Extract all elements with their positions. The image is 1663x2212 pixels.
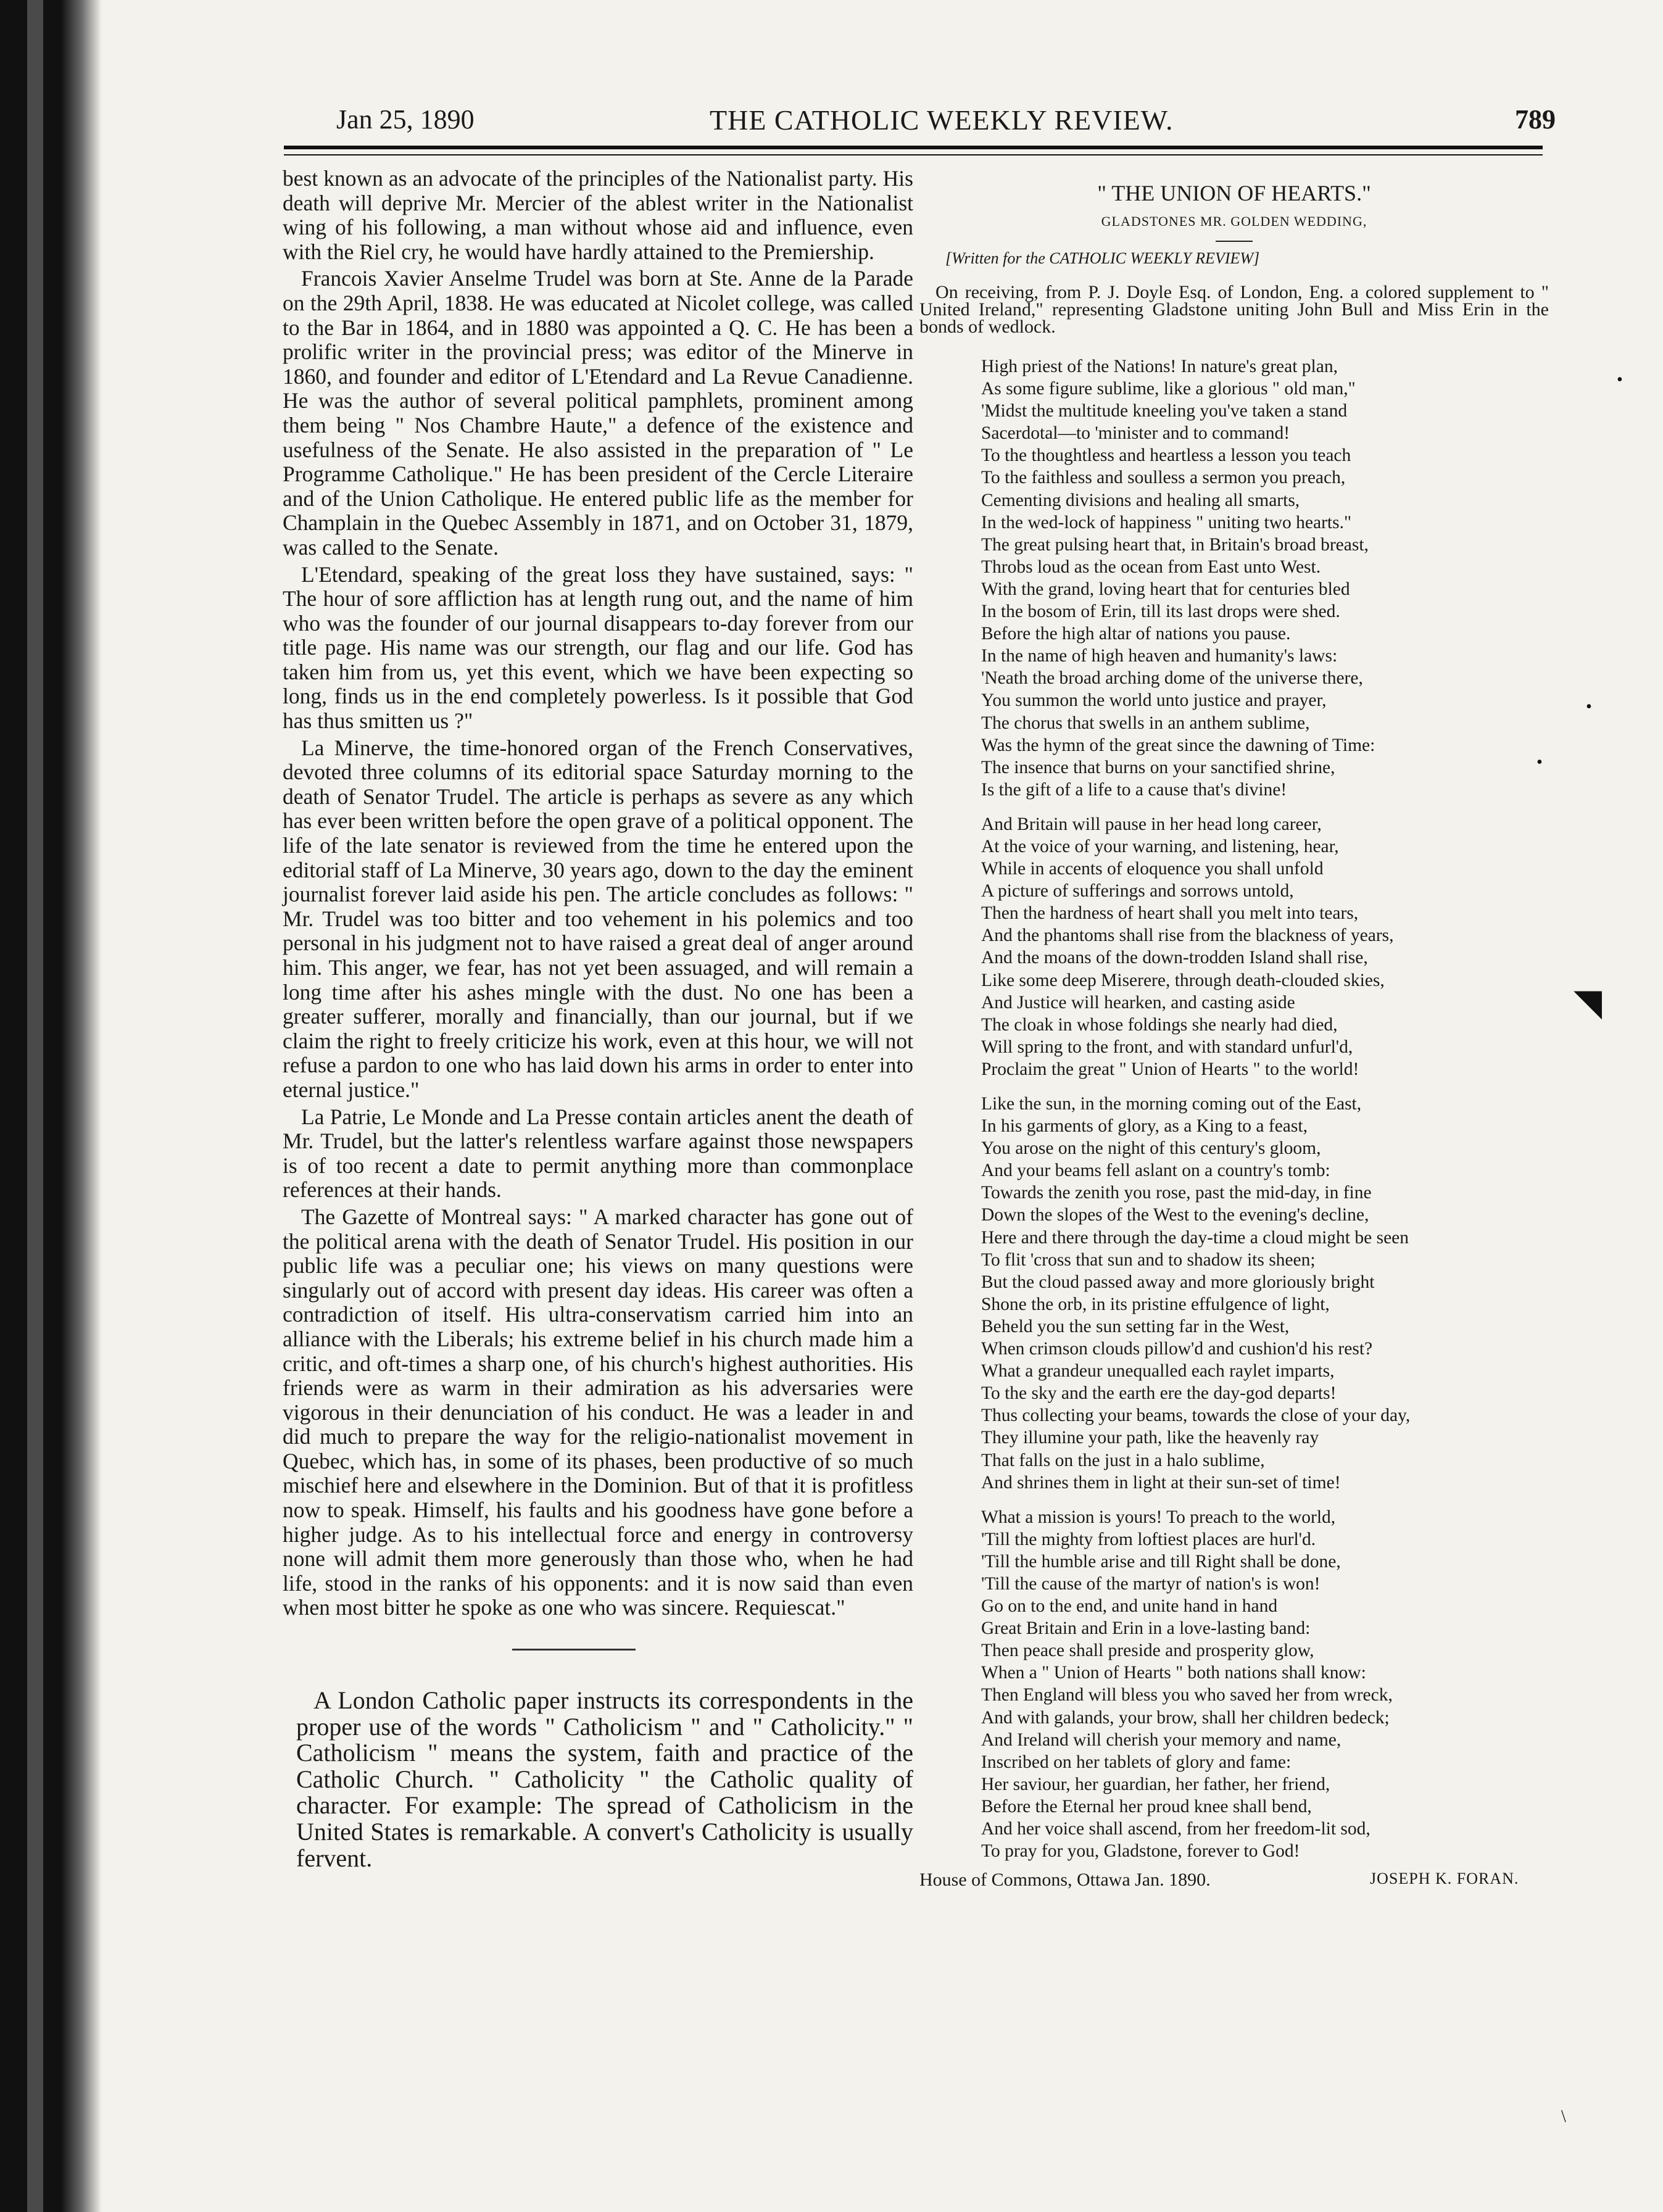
margin-pointer-mark: ◥ [1574, 982, 1603, 1023]
poem-subtitle: GLADSTONES MR. GOLDEN WEDDING, [1101, 213, 1367, 229]
poem-line: What a grandeur unequalled each raylet imparts, [981, 1361, 1335, 1381]
poem-line: At the voice of your warning, and listening, hear, [981, 836, 1339, 856]
poem-line: Like the sun, in the morning coming out of the East, [981, 1094, 1362, 1114]
poem-line: And her voice shall ascend, from her freedom-lit sod, [981, 1819, 1371, 1839]
poem-line: You arose on the night of this century's gloom, [981, 1138, 1321, 1159]
poem-title: " THE UNION OF HEARTS." [1097, 181, 1371, 205]
poem-line: 'Till the humble arise and till Right shall be done, [981, 1551, 1341, 1572]
poem-line: What a mission is yours! To preach to the world, [981, 1507, 1336, 1527]
poem-line: Like some deep Miserere, through death-clouded skies, [981, 970, 1385, 990]
poem-line: A picture of sufferings and sorrows untold, [981, 881, 1294, 901]
margin-mark: \ [1561, 2107, 1566, 2126]
poem-line: Is the gift of a life to a cause that's divine! [981, 779, 1287, 800]
poem-intro: On receiving, from P. J. Doyle Esq. of London, Eng. a colored supplement to " United Ireland," representing Gladstone uniting John Bull and Miss Erin in the bonds of wedlock. [919, 282, 1549, 337]
poem-line: Here and there through the day-time a cloud might be seen [981, 1227, 1409, 1248]
poem-line: Her saviour, her guardian, her father, her friend, [981, 1774, 1330, 1794]
poem-line: That falls on the just in a halo sublime, [981, 1450, 1265, 1470]
poem-line: And with galands, your brow, shall her children bedeck; [981, 1707, 1390, 1728]
poem-line: When a " Union of Hearts " both nations shall know: [981, 1663, 1366, 1683]
poem-line: Then the hardness of heart shall you melt into tears, [981, 903, 1359, 924]
poem-line: 'Neath the broad arching dome of the universe there, [981, 668, 1363, 689]
poem-line: In his garments of glory, as a King to a feast, [981, 1116, 1308, 1137]
poem-line: To the thoughtless and heartless a lesson you teach [981, 445, 1351, 466]
poem-line: The cloak in whose foldings she nearly had died, [981, 1014, 1338, 1035]
paragraph: L'Etendard, speaking of the great loss they have sustained, says: " The hour of sore affliction has at length rung out, and the name of him who was the founder of our journal disappears to-day forever from our title page. His name was our strength, our flag and our life. God has taken him from us, yet this event, which we have been expecting so long, finds us in the end completely powerless. Is it possible that God has thus smitten us ?" [283, 561, 913, 734]
header-rule-thin [284, 154, 1543, 155]
poem-line: Inscribed on her tablets of glory and fame: [981, 1752, 1292, 1772]
header-title: THE CATHOLIC WEEKLY REVIEW. [710, 104, 1174, 136]
margin-mark: • [1586, 697, 1592, 716]
poem-line: Was the hymn of the great since the dawning of Time: [981, 735, 1375, 755]
poem-line: Towards the zenith you rose, past the mid-day, in fine [981, 1183, 1372, 1203]
poem-line: Go on to the end, and unite hand in hand [981, 1596, 1278, 1617]
note-paragraph: A London Catholic paper instructs its correspondents in the proper use of the words " Catholicism " and " Catholicity." " Catholicism " means the system, faith and practice of the Catholic Church. " Catholicity " the Catholic quality of character. For example: The spread of Catholicism in the United States is remarkable. A convert's Catholicity is usually fervent. [296, 1686, 913, 1872]
poem-line: High priest of the Nations! In nature's great plan, [981, 357, 1338, 376]
paragraph: The Gazette of Montreal says: " A marked character has gone out of the political arena with the death of Senator Trudel. His position in our public life was a peculiar one; his views on many questions were singularly out of accord with present day ideas. His career was often a contradiction of itself. His ultra-conservatism carried him into an alliance with the Liberals; his extreme belief in his church made him a critic, and oft-times a sharp one, of his church's highest authorities. His friends were as warm in their admiration as his adversaries were vigorous in their denunciation of his conduct. He was a leader in and did much to prepare the way for the religio-nationalist movement in Quebec, which has, in some of its phases, been productive of so much mischief here and elsewhere in the Dominion. But of that it is profitless now to speak. Himself, his faults and his goodness have gone before a higher judge. As to his intellectual force and energy in controversy none will admit them more generously than those who, when he had life, stood in the ranks of his opponents: and it is now said than even when most bitter he spoke as one who was sincere. Requiescat." [283, 1204, 913, 1620]
paragraph: La Patrie, Le Monde and La Presse contain articles anent the death of Mr. Trudel, but the latter's relentless warfare against those newspapers is of too recent a date to permit anything more than commonplace references at their hands. [283, 1104, 913, 1203]
poem-line: And the moans of the down-trodden Island shall rise, [981, 948, 1368, 968]
poem-line: Before the Eternal her proud knee shall bend, [981, 1796, 1312, 1816]
poem-line: Before the high altar of nations you pause. [981, 624, 1291, 644]
poem-line: And your beams fell aslant on a country's tomb: [981, 1161, 1330, 1181]
poem-line: While in accents of eloquence you shall unfold [981, 859, 1324, 879]
poem-line: Then England will bless you who saved her from wreck, [981, 1685, 1393, 1705]
poem-stanza [919, 813, 1549, 1080]
poem-line: Down the slopes of the West to the evening's decline, [981, 1205, 1369, 1225]
poem-line: The great pulsing heart that, in Britain's broad breast, [981, 534, 1369, 555]
poem-line: The chorus that swells in an anthem sublime, [981, 713, 1310, 733]
margin-mark: • [1537, 753, 1543, 772]
poem-line: Then peace shall preside and prosperity glow, [981, 1641, 1314, 1661]
paragraph: La Minerve, the time-honored organ of the French Conservatives, devoted three columns of its editorial space Saturday morning to the death of Senator Trudel. The article is perhaps as severe as any which has ever been written before the open grave of a political opponent. The life of the late senator is reviewed from the time he entered upon the editorial staff of La Minerve, 30 years ago, down to the day the eminent journalist forever laid aside his pen. The article concludes as follows: " Mr. Trudel was too bitter and too vehement in his polemics and too personal in his judgment not to have raised a great deal of anger around him. This anger, we fear, has not yet been assuaged, and will remain a long time after his ashes mingle with the dust. No one has been a greater sufferer, morally and financially, than our journal, but if we claim the right to freely criticize his work, even at this hour, we will not refuse a pardon to one who has laid down his arms in order to enter into eternal justice." [283, 735, 913, 1102]
section-divider [512, 1649, 636, 1651]
poem-line: You summon the world unto justice and prayer, [981, 690, 1327, 711]
poem-line: Shone the orb, in its pristine effulgence of light, [981, 1294, 1330, 1314]
poem-line: To the faithless and soulless a sermon you preach, [981, 468, 1346, 488]
poem-line: As some figure sublime, like a glorious " old man," [981, 379, 1356, 399]
header-date: Jan 25, 1890 [336, 104, 475, 135]
poem-line: And Britain will pause in her head long career, [981, 814, 1322, 834]
poem-line: The insence that burns on your sanctified shrine, [981, 757, 1335, 777]
poem-line: To flit 'cross that sun and to shadow its sheen; [981, 1249, 1316, 1270]
poem-line: Sacerdotal—to 'minister and to command! [981, 423, 1290, 444]
left-column [283, 167, 913, 1623]
poem-line: When crimson clouds pillow'd and cushion'd his rest? [981, 1339, 1373, 1359]
poem-line: Proclaim the great " Union of Hearts " to the world! [981, 1059, 1359, 1079]
binding-edge [27, 0, 43, 2212]
margin-mark: • [1617, 370, 1623, 389]
paragraph: best known as an advocate of the principles of the Nationalist party. His death will deprive Mr. Mercier of the ablest writer in the Nationalist wing of his following, a man without whose aid and influence, even with the Riel cry, he would have hardly attained to the Premiership. [283, 166, 913, 264]
page-number: 789 [1515, 104, 1556, 135]
poem-line: To the sky and the earth ere the day-god departs! [981, 1383, 1337, 1404]
poem-line: And shrines them in light at their sun-set of time! [981, 1472, 1341, 1493]
poem-rule [1216, 241, 1253, 242]
poem-line: 'Till the mighty from loftiest places are hurl'd. [981, 1529, 1316, 1549]
poem-line: And Justice will hearken, and casting aside [981, 992, 1295, 1013]
poem-line: Great Britain and Erin in a love-lasting band: [981, 1618, 1311, 1639]
binding-shadow [0, 0, 102, 2212]
poem-author: JOSEPH K. FORAN. [1370, 1870, 1519, 1888]
poem-line: Thus collecting your beams, towards the close of your day, [981, 1406, 1411, 1426]
poem-stanza [919, 1506, 1549, 1863]
poem-line: 'Till the cause of the martyr of nation's is won! [981, 1573, 1321, 1594]
paragraph: Francois Xavier Anselme Trudel was born at Ste. Anne de la Parade on the 29th April, 1838. He was educated at Nicolet college, was called to the Bar in 1864, and in 1880 was appointed a Q. C. He has been a prolific writer in the provincial press; was editor of the Minerve in 1860, and founder and editor of L'Etendard and La Revue Canadienne. He was the author of several political pamphlets, prominent among them being " Nos Chambre Haute," a defence of the existence and usefulness of the Senate. He also assisted in the preparation of " Le Programme Catholique." He has been president of the Cercle Literaire and of the Union Catholique. He entered public life as the member for Champlain in the Quebec Assembly in 1871, and on October 31, 1879, was called to the Senate. [283, 266, 913, 560]
poem-line: 'Midst the multitude kneeling you've taken a stand [981, 401, 1348, 421]
poem-line: But the cloud passed away and more gloriously bright [981, 1272, 1375, 1292]
header-rule [284, 146, 1543, 149]
poem-line: In the name of high heaven and humanity's laws: [981, 646, 1338, 666]
poem-byline: [Written for the CATHOLIC WEEKLY REVIEW] [945, 249, 1260, 267]
poem-line: Cementing divisions and healing all smarts, [981, 490, 1300, 510]
poem-line: And the phantoms shall rise from the blackness of years, [981, 926, 1394, 946]
poem-place-date: House of Commons, Ottawa Jan. 1890. [919, 1870, 1211, 1891]
poem-stanza [919, 1093, 1549, 1494]
poem-stanzas [919, 355, 1549, 1862]
catholicity-note [296, 1688, 913, 1871]
poem-line: To pray for you, Gladstone, forever to God! [981, 1841, 1300, 1862]
poem-line: In the wed-lock of happiness " uniting two hearts." [981, 512, 1352, 532]
poem-line: With the grand, loving heart that for centuries bled [981, 579, 1350, 599]
poem-line: And Ireland will cherish your memory and name, [981, 1729, 1342, 1750]
poem-line: Will spring to the front, and with standard unfurl'd, [981, 1037, 1353, 1057]
poem-line: Beheld you the sun setting far in the West, [981, 1316, 1290, 1336]
poem-line: They illumine your path, like the heavenly ray [981, 1428, 1319, 1448]
poem-stanza [919, 355, 1549, 801]
poem-line: In the bosom of Erin, till its last drops were shed. [981, 602, 1340, 622]
poem-column [919, 167, 1549, 1891]
poem-line: Throbs loud as the ocean from East unto West. [981, 557, 1321, 577]
